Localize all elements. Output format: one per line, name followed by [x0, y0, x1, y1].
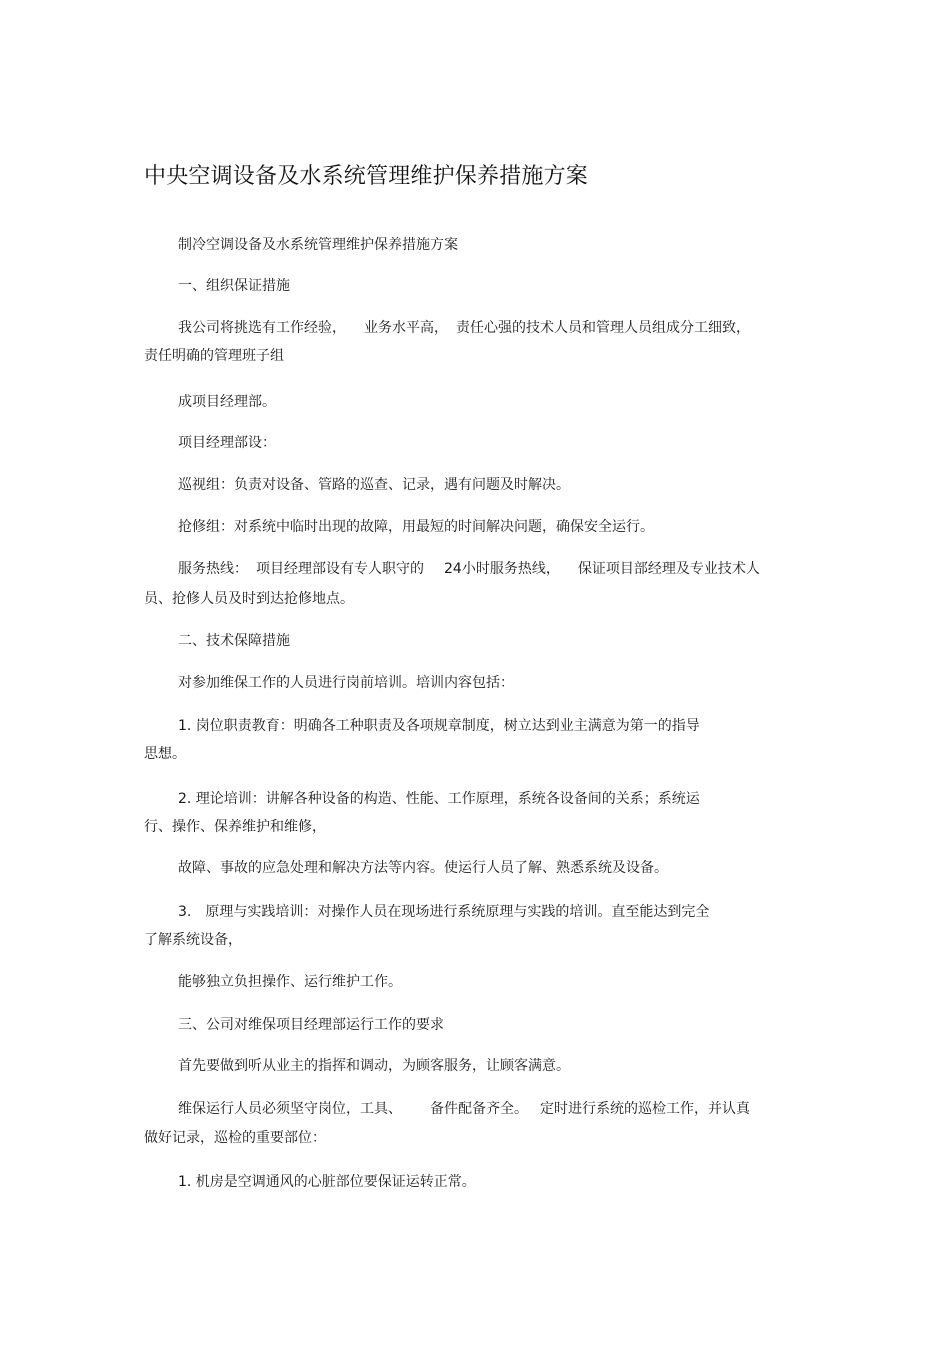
paragraph: 对参加维保工作的人员进行岗前培训。培训内容包括：: [178, 675, 514, 691]
list-item: [178, 898, 709, 926]
text-span: 项目经理部设有专人职守的: [256, 561, 424, 577]
paragraph-line: [178, 314, 750, 342]
paragraph: 项目经理部设：: [178, 435, 276, 451]
paragraph-repair-team: 抢修组：对系统中临时出现的故障，用最短的时间解决问题，确保安全运行。: [178, 519, 654, 535]
list-number: 3.: [178, 904, 192, 920]
section-heading-technical: 二、技术保障措施: [178, 633, 290, 649]
text-span: 我公司将挑选有工作经验，: [178, 320, 346, 336]
text-span: 保证项目部经理及专业技术人: [577, 561, 760, 577]
paragraph-continuation: 做好记录，巡检的重要部位：: [144, 1130, 326, 1146]
section-heading-organization: 一、组织保证措施: [178, 278, 290, 294]
paragraph-continuation: 责任明确的管理班子组: [144, 348, 284, 364]
paragraph: 故障、事故的应急处理和解决方法等内容。使运行人员了解、熟悉系统及设备。: [178, 860, 668, 876]
text-span: 24小时服务热线，: [444, 561, 560, 577]
paragraph: 能够独立负担操作、运行维护工作。: [178, 974, 402, 990]
list-item-continuation: 思想。: [144, 746, 186, 762]
paragraph: [178, 1095, 750, 1123]
text-span: 维保运行人员必须坚守岗位，工具、: [178, 1101, 402, 1117]
document-subtitle: 制冷空调设备及水系统管理维护保养措施方案: [178, 237, 458, 253]
text-span: 业务水平高，: [364, 320, 448, 336]
list-item: 1. 机房是空调通风的心脏部位要保证运转正常。: [178, 1174, 476, 1190]
paragraph-hotline: [178, 555, 760, 583]
text-span: 定时进行系统的巡检工作，并认真: [540, 1101, 750, 1117]
paragraph-patrol-team: 巡视组：负责对设备、管路的巡查、记录，遇有问题及时解决。: [178, 477, 570, 493]
list-item: 1. 岗位职责教育：明确各工种职责及各项规章制度，树立达到业主满意为第一的指导: [178, 718, 700, 734]
text-span: 责任心强的技术人员和管理人员组成分工细致，: [456, 320, 750, 336]
list-item-continuation: 行、操作、保养维护和维修，: [144, 819, 326, 835]
text-span: 原理与实践培训：对操作人员在现场进行系统原理与实践的培训。直至能达到完全: [205, 904, 710, 920]
paragraph-continuation: 员、抢修人员及时到达抢修地点。: [144, 591, 354, 607]
text-span: 服务热线：: [178, 561, 248, 577]
section-heading-requirements: 三、公司对维保项目经理部运行工作的要求: [178, 1017, 444, 1033]
list-item-continuation: 了解系统设备，: [144, 932, 242, 948]
paragraph: 首先要做到听从业主的指挥和调动，为顾客服务，让顾客满意。: [178, 1058, 570, 1074]
document-title: 中央空调设备及水系统管理维护保养措施方案: [144, 164, 589, 189]
paragraph: 成项目经理部。: [178, 394, 276, 410]
text-span: 备件配备齐全。: [430, 1101, 528, 1117]
list-item: 2. 理论培训：讲解各种设备的构造、性能、工作原理，系统各设备间的关系；系统运: [178, 791, 700, 807]
